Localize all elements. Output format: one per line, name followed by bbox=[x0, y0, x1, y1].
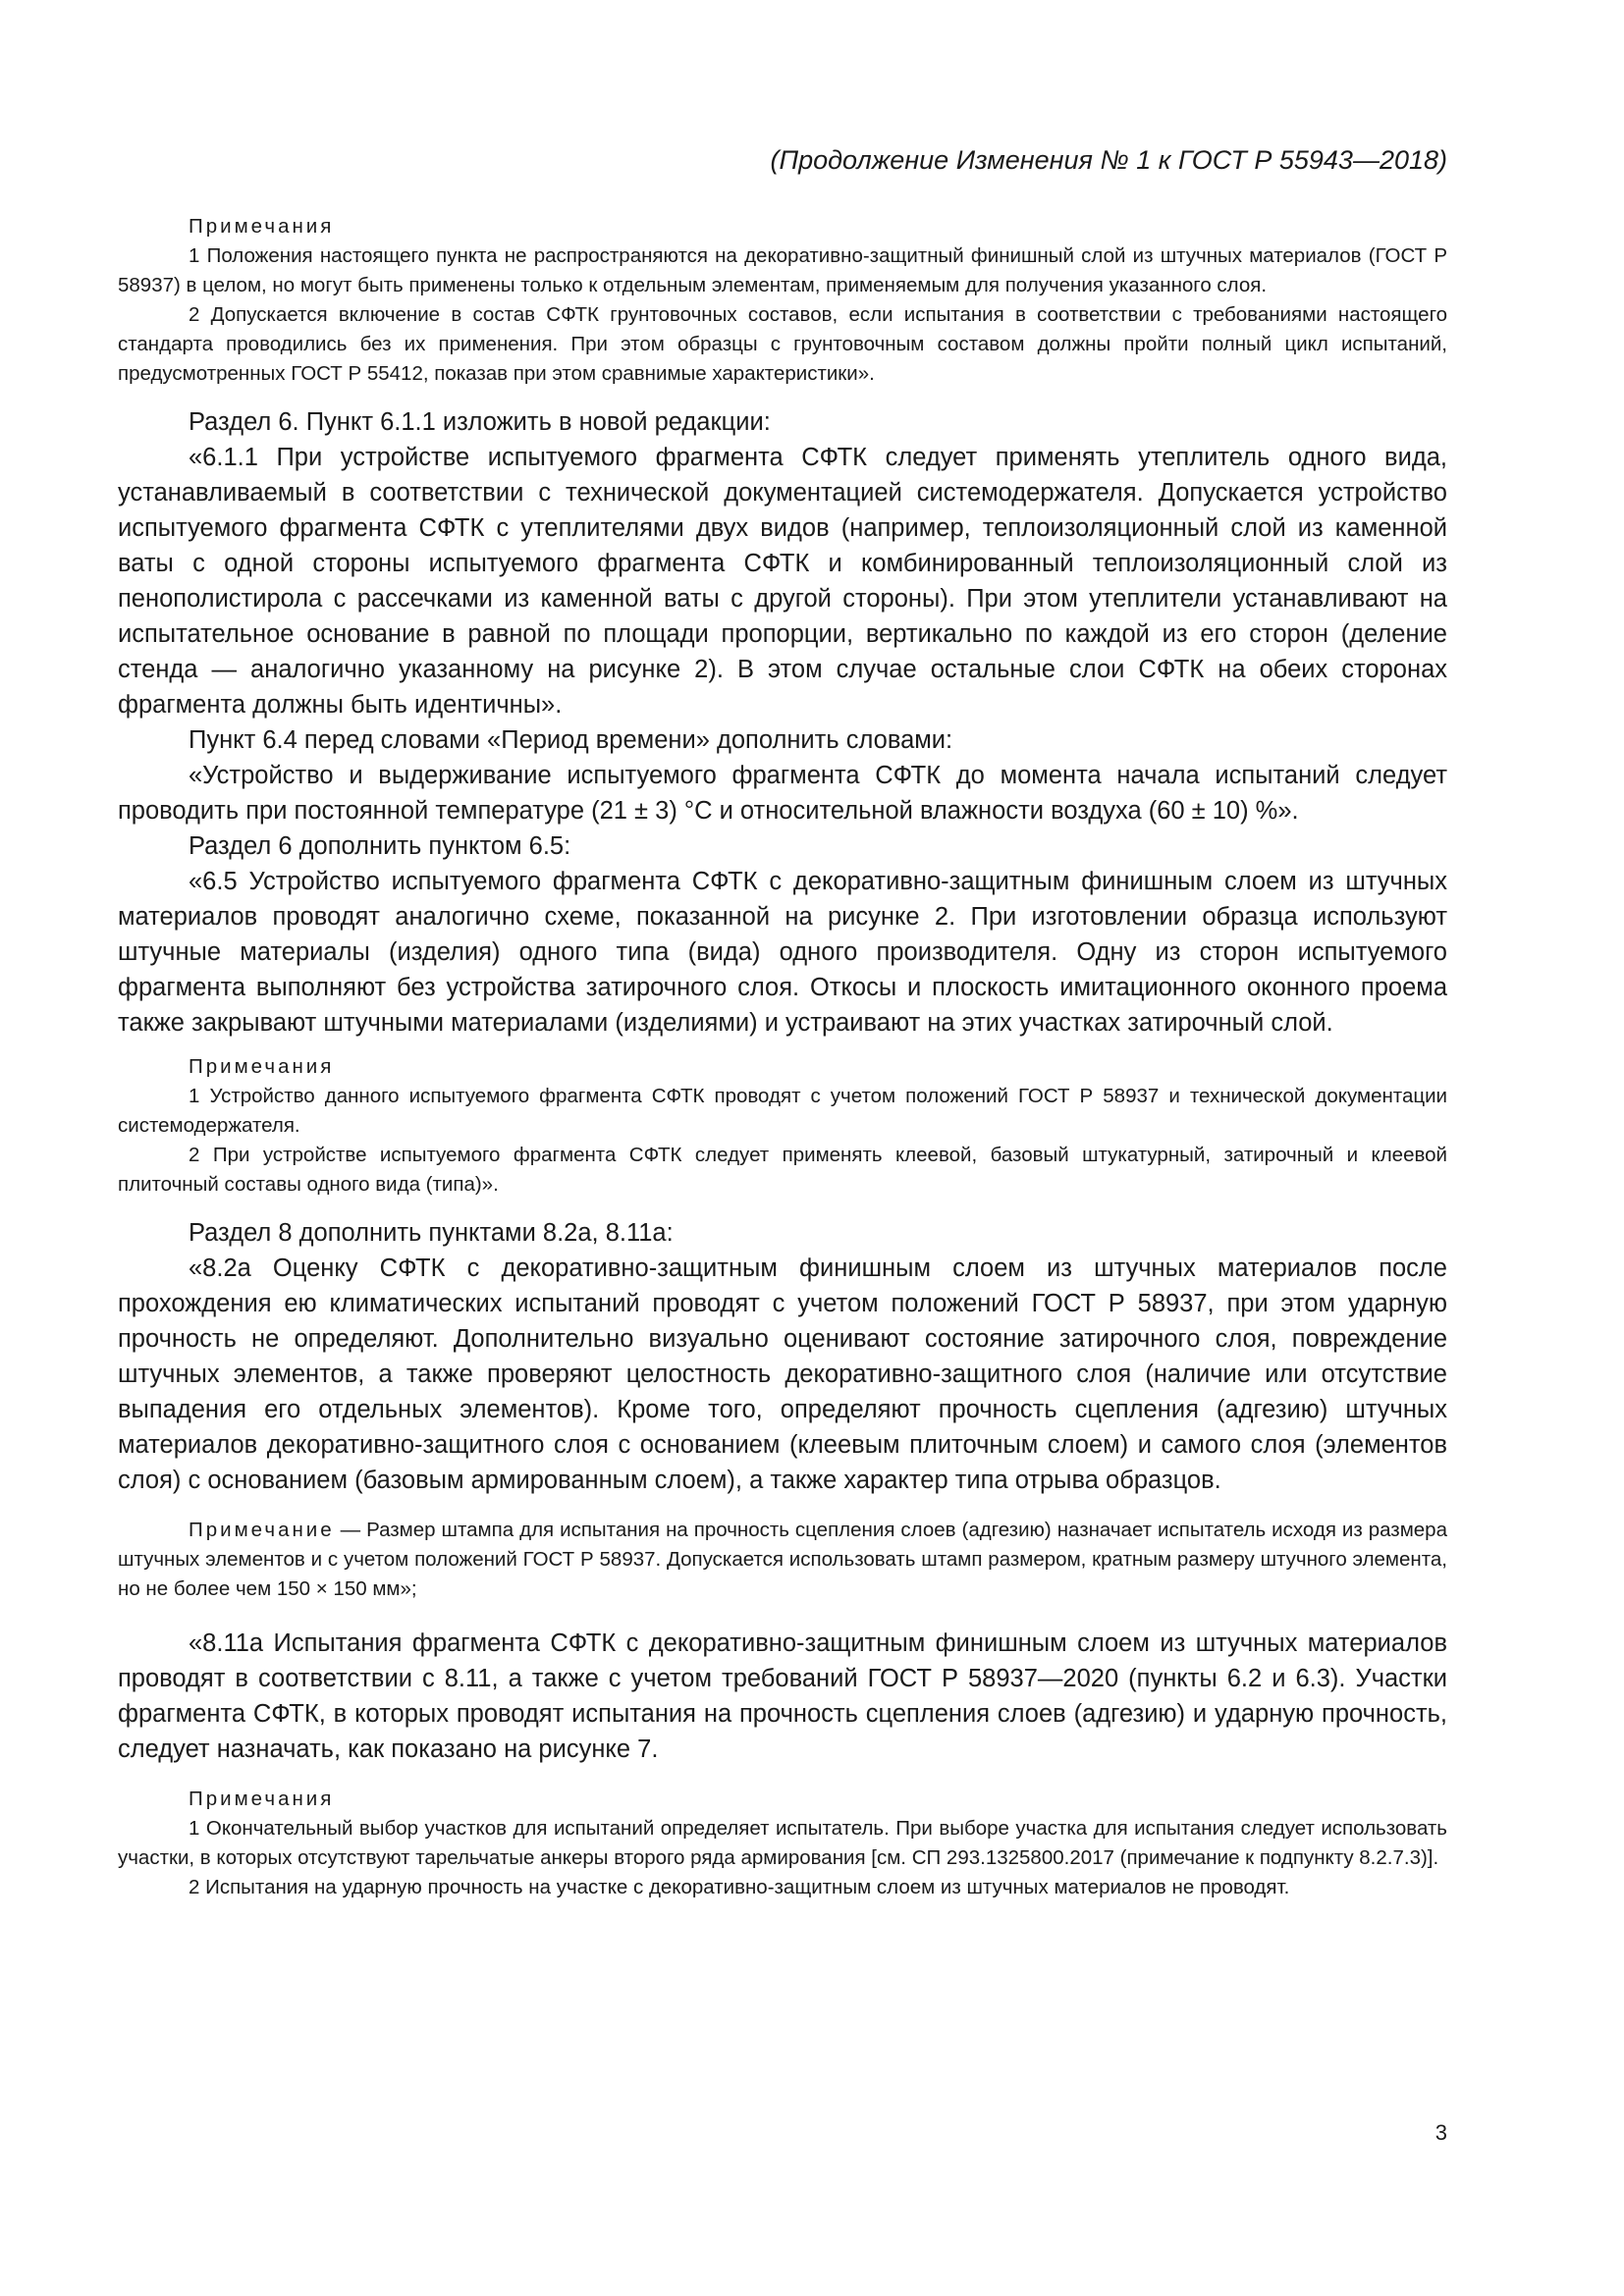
amendment-text: «8.11а Испытания фрагмента СФТК с декоративно-защитным финишным слоем из штучных материалов проводят в соответствии с 8.11, а также с учетом требований ГОСТ Р 58937—2020 (пункты 6.2 и 6.3). Участки фрагмента СФТК, в которых проводят испытания на прочность сцепления слоев (адгезию) и ударную прочность, следует назначать, как показано на рисунке 7. bbox=[118, 1629, 1447, 1763]
amendment-text: «6.5 Устройство испытуемого фрагмента СФТК с декоративно-защитным финишным слоем из штучных материалов проводят аналогично схеме, показанной на рисунке 2. При изготовлении образца используют штучные материалы (изделия) одного типа (вида) одного производителя. Одну из сторон испытуемого фрагмента выполняют без устройства затирочного слоя. Откосы и плоскость имитационного оконного проема также закрывают штучными материалами (изделиями) и устраивают на этих участках затирочный слой. bbox=[118, 868, 1447, 1037]
amendment-instruction: Раздел 8 дополнить пунктами 8.2а, 8.11а: bbox=[189, 1219, 674, 1247]
note-paragraph: 1 Положения настоящего пункта не распространяются на декоративно-защитный финишный слой из штучных материалов (ГОСТ Р 58937) в целом, но могут быть применены только к отдельным элементам, применяемым для получения указанного слоя. bbox=[118, 244, 1447, 296]
amendment-instruction: Пункт 6.4 перед словами «Период времени» дополнить словами: bbox=[189, 726, 953, 754]
note-paragraph: 1 Окончательный выбор участков для испытаний определяет испытатель. При выборе участка для испытания следует использовать участки, в которых отсутствуют тарельчатые анкеры второго ряда армирования [см. СП 293.1325800.2017 (примечание к подпункту 8.2.7.3)]. bbox=[118, 1817, 1447, 1869]
note-label: Примечание bbox=[189, 1519, 335, 1541]
note-paragraph: 2 Допускается включение в состав СФТК грунтовочных составов, если испытания в соответствии с требованиями настоящего стандарта проводились без их применения. При этом образцы с грунтовочным составом должны пройти полный цикл испытаний, предусмотренных ГОСТ Р 55412, показав при этом сравнимые характеристики». bbox=[118, 303, 1447, 385]
note-paragraph bbox=[118, 1516, 1447, 1604]
note-paragraph: 2 Испытания на ударную прочность на участке с декоративно-защитным слоем из штучных материалов не проводят. bbox=[189, 1876, 1290, 1898]
document-body bbox=[118, 212, 1447, 1902]
amendment-text: «8.2а Оценку СФТК с декоративно-защитным финишным слоем из штучных материалов после прохождения ею климатических испытаний проводят с учетом положений ГОСТ Р 58937, при этом ударную прочность не определяют. Дополнительно визуально оценивают состояние затирочного слоя, повреждение штучных элементов, а также проверяют целостность декоративно-защитного слоя (наличие или отсутствие выпадения его отдельных элементов). Кроме того, определяют прочность сцепления (адгезию) штучных материалов декоративно-защитного слоя с основанием (клеевым плиточным слоем) и самого слоя (элементов слоя) с основанием (базовым армированным слоем), а также характер типа отрыва образцов. bbox=[118, 1255, 1447, 1494]
notes-heading: Примечания bbox=[189, 1788, 335, 1810]
notes-heading: Примечания bbox=[189, 1055, 335, 1078]
amendment-instruction: Раздел 6 дополнить пунктом 6.5: bbox=[189, 832, 571, 860]
amendment-text: «6.1.1 При устройстве испытуемого фрагмента СФТК следует применять утеплитель одного вида, устанавливаемый в соответствии с технической документацией системодержателя. Допускается устройство испытуемого фрагмента СФТК с утеплителями двух видов (например, теплоизоляционный слой из каменной ваты с одной стороны испытуемого фрагмента СФТК и комбинированный теплоизоляционный слой из пенополистирола с рассечками из каменной ваты с другой стороны). При этом утеплители устанавливают на испытательное основание в равной по площади пропорции, вертикально по каждой из его сторон (деление стенда — аналогично указанному на рисунке 2). В этом случае остальные слои СФТК на обеих сторонах фрагмента должны быть идентичны». bbox=[118, 444, 1447, 719]
notes-heading: Примечания bbox=[189, 215, 335, 238]
continuation-header: (Продолжение Изменения № 1 к ГОСТ Р 55943—2018) bbox=[770, 145, 1447, 175]
note-paragraph: 2 При устройстве испытуемого фрагмента СФТК следует применять клеевой, базовый штукатурный, затирочный и клеевой плиточный составы одного вида (типа)». bbox=[118, 1144, 1447, 1196]
document-page bbox=[118, 0, 1447, 2296]
note-text: — Размер штампа для испытания на прочность сцепления слоев (адгезию) назначает испытатель исходя из размера штучных элементов и с учетом положений ГОСТ Р 58937. Допускается использовать штамп размером, кратным размеру штучного элемента, но не более чем 150 × 150 мм»; bbox=[118, 1519, 1447, 1600]
page-number: 3 bbox=[1435, 2120, 1447, 2145]
note-paragraph: 1 Устройство данного испытуемого фрагмента СФТК проводят с учетом положений ГОСТ Р 58937 и технической документации системодержателя. bbox=[118, 1085, 1447, 1137]
amendment-text: «Устройство и выдерживание испытуемого фрагмента СФТК до момента начала испытаний следует проводить при постоянной температуре (21 ± 3) °С и относительной влажности воздуха (60 ± 10) %». bbox=[118, 762, 1447, 825]
amendment-instruction: Раздел 6. Пункт 6.1.1 изложить в новой редакции: bbox=[189, 408, 771, 436]
